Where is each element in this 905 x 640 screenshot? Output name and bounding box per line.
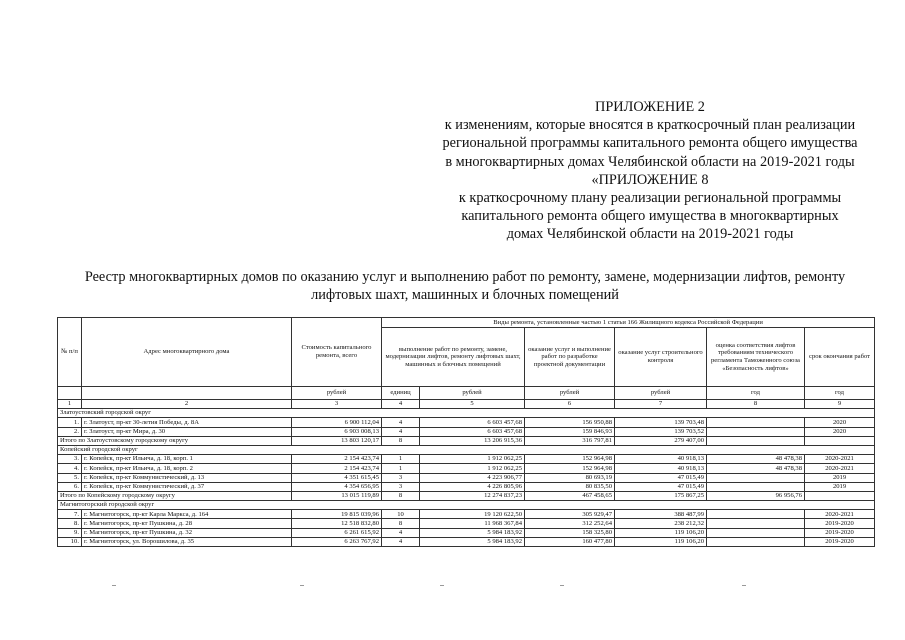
- cell-design: 159 846,93: [525, 427, 615, 436]
- cell-no: 2.: [58, 427, 82, 436]
- cell-design: 160 477,80: [525, 537, 615, 546]
- table-row: [58, 519, 875, 528]
- total-deadline: [805, 491, 875, 500]
- cell-deadline: 2019: [805, 482, 875, 491]
- total-row: [58, 491, 875, 500]
- cell-assessment: [707, 473, 805, 482]
- registry-title: [40, 268, 890, 304]
- header-repair-types: Виды ремонта, установленные частью 1 статьи 166 Жилищного кодекса Российской Федерации: [382, 318, 875, 328]
- cell-assessment: [707, 537, 805, 546]
- cell-lift: 4 223 906,77: [420, 473, 525, 482]
- cell-design: 152 964,98: [525, 464, 615, 473]
- column-number: 5: [420, 400, 525, 409]
- cell-units: 4: [382, 528, 420, 537]
- cell-address: г. Магнитогорск, пр-кт Пушкина, д. 32: [82, 528, 292, 537]
- cell-assessment: [707, 510, 805, 519]
- table-row: [58, 537, 875, 546]
- cell-deadline: 2019-2020: [805, 537, 875, 546]
- total-units: 8: [382, 491, 420, 500]
- scan-mark: [440, 585, 444, 586]
- cell-deadline: 2019-2020: [805, 519, 875, 528]
- scan-mark: [560, 585, 564, 586]
- cell-cost: 2 154 423,74: [292, 464, 382, 473]
- cell-no: 7.: [58, 510, 82, 519]
- header-lift-works: выполнение работ по ремонту, замене, модернизации лифтов, ремонту лифтовых шахт, машинных и блочных помещений: [382, 328, 525, 387]
- unit-deadline: год: [805, 387, 875, 400]
- cell-supervision: 47 015,49: [615, 482, 707, 491]
- appendix-line: к изменениям, которые вносятся в краткосрочный план реализации: [444, 117, 856, 134]
- cell-supervision: 238 212,32: [615, 519, 707, 528]
- cell-lift: 1 912 062,25: [420, 464, 525, 473]
- total-supervision: 279 407,00: [615, 436, 707, 445]
- group-row: [58, 409, 875, 418]
- cell-address: г. Златоуст, пр-кт Мира, д. 30: [82, 427, 292, 436]
- cell-cost: 4 351 615,45: [292, 473, 382, 482]
- cell-assessment: 48 478,38: [707, 455, 805, 464]
- table-row: [58, 473, 875, 482]
- cell-units: 8: [382, 519, 420, 528]
- header-supervision: оказание услуг строительного контроля: [615, 328, 707, 387]
- table-row: [58, 528, 875, 537]
- group-name: Магнитогорский городской округ: [58, 501, 875, 510]
- cell-deadline: 2020: [805, 427, 875, 436]
- cell-lift: 4 226 805,96: [420, 482, 525, 491]
- scan-mark: [300, 585, 304, 586]
- cell-no: 3.: [58, 455, 82, 464]
- total-assessment: [707, 436, 805, 445]
- cell-no: 5.: [58, 473, 82, 482]
- total-units: 8: [382, 436, 420, 445]
- cell-design: 158 325,80: [525, 528, 615, 537]
- group-row: [58, 445, 875, 454]
- header-no: № п/п: [58, 318, 82, 387]
- group-name: Златоустовский городской округ: [58, 409, 875, 418]
- header-address: Адрес многоквартирного дома: [82, 318, 292, 387]
- cell-deadline: 2020-2021: [805, 464, 875, 473]
- header-design: оказание услуг и выполнение работ по разработке проектной документации: [525, 328, 615, 387]
- total-supervision: 175 867,25: [615, 491, 707, 500]
- unit-supervision: рублей: [615, 387, 707, 400]
- cell-lift: 6 603 457,68: [420, 427, 525, 436]
- column-number: 2: [82, 400, 292, 409]
- cell-cost: 6 263 767,92: [292, 537, 382, 546]
- total-cost: 13 015 119,89: [292, 491, 382, 500]
- cell-address: г. Магнитогорск, пр-кт Пушкина, д. 28: [82, 519, 292, 528]
- total-cost: 13 803 120,17: [292, 436, 382, 445]
- column-number: 9: [805, 400, 875, 409]
- units-empty: [82, 387, 292, 400]
- cell-address: г. Магнитогорск, пр-кт Карла Маркса, д. 164: [82, 510, 292, 519]
- column-number: 3: [292, 400, 382, 409]
- header-cost: Стоимость капитального ремонта, всего: [292, 318, 382, 387]
- cell-cost: 6 900 112,04: [292, 418, 382, 427]
- column-number: 7: [615, 400, 707, 409]
- units-row: [58, 387, 875, 400]
- cell-no: 9.: [58, 528, 82, 537]
- table-row: [58, 510, 875, 519]
- total-design: 316 797,81: [525, 436, 615, 445]
- cell-design: 80 835,50: [525, 482, 615, 491]
- header-deadline: срок окончания работ: [805, 328, 875, 387]
- cell-assessment: [707, 519, 805, 528]
- header-row: [58, 318, 875, 328]
- cell-lift: 5 984 183,92: [420, 537, 525, 546]
- cell-lift: 5 984 183,92: [420, 528, 525, 537]
- column-number: 6: [525, 400, 615, 409]
- unit-design: рублей: [525, 387, 615, 400]
- cell-lift: 19 120 622,50: [420, 510, 525, 519]
- header-assessment: оценка соответствия лифтов требованиям технического регламента Таможенного союза «Безопасность лифтов»: [707, 328, 805, 387]
- cell-units: 3: [382, 473, 420, 482]
- appendix-line: в многоквартирных домах Челябинской области на 2019-2021 годы: [445, 153, 855, 170]
- registry-table: [57, 317, 875, 547]
- cell-design: 152 964,98: [525, 455, 615, 464]
- total-deadline: [805, 436, 875, 445]
- cell-deadline: 2020-2021: [805, 455, 875, 464]
- cell-deadline: 2019-2020: [805, 528, 875, 537]
- group-name: Копейский городской округ: [58, 445, 875, 454]
- appendix-line: ПРИЛОЖЕНИЕ 2: [595, 99, 705, 115]
- cell-supervision: 40 918,13: [615, 464, 707, 473]
- column-number: 8: [707, 400, 805, 409]
- appendix-line: «ПРИЛОЖЕНИЕ 8: [591, 171, 709, 188]
- cell-cost: 12 518 832,80: [292, 519, 382, 528]
- total-assessment: 96 956,76: [707, 491, 805, 500]
- unit-assessment: год: [707, 387, 805, 400]
- cell-supervision: 119 106,20: [615, 537, 707, 546]
- cell-cost: 4 354 656,95: [292, 482, 382, 491]
- appendix-line: домах Челябинской области на 2019-2021 годы: [506, 226, 794, 243]
- appendix-header: [400, 98, 900, 244]
- cell-supervision: 388 487,99: [615, 510, 707, 519]
- table-row: [58, 455, 875, 464]
- unit-cost: рублей: [292, 387, 382, 400]
- appendix-line: региональной программы капитального ремонта общего имущества: [442, 135, 858, 152]
- scan-mark: [112, 585, 116, 586]
- total-lift: 13 206 915,36: [420, 436, 525, 445]
- cell-design: 312 252,64: [525, 519, 615, 528]
- cell-units: 1: [382, 455, 420, 464]
- cell-no: 8.: [58, 519, 82, 528]
- cell-address: г. Копейск, пр-кт Ильича, д. 18, корп. 1: [82, 455, 292, 464]
- total-label: Итого по Копейскому городскому округу: [58, 491, 292, 500]
- cell-address: г. Копейск, пр-кт Коммунистический, д. 37: [82, 482, 292, 491]
- group-row: [58, 501, 875, 510]
- cell-design: 305 929,47: [525, 510, 615, 519]
- cell-cost: 6 903 008,13: [292, 427, 382, 436]
- cell-units: 10: [382, 510, 420, 519]
- cell-units: 4: [382, 537, 420, 546]
- cell-supervision: 47 015,49: [615, 473, 707, 482]
- unit-lift: рублей: [420, 387, 525, 400]
- cell-lift: 11 968 367,84: [420, 519, 525, 528]
- cell-no: 4.: [58, 464, 82, 473]
- cell-assessment: 48 478,38: [707, 464, 805, 473]
- cell-assessment: [707, 427, 805, 436]
- cell-address: г. Златоуст, пр-кт 30-летия Победы, д. 8А: [82, 418, 292, 427]
- cell-deadline: 2020-2021: [805, 510, 875, 519]
- cell-design: 156 950,88: [525, 418, 615, 427]
- cell-units: 4: [382, 418, 420, 427]
- total-design: 467 458,65: [525, 491, 615, 500]
- cell-cost: 2 154 423,74: [292, 455, 382, 464]
- cell-design: 80 693,19: [525, 473, 615, 482]
- cell-address: г. Копейск, пр-кт Коммунистический, д. 13: [82, 473, 292, 482]
- cell-units: 3: [382, 482, 420, 491]
- column-numbers-row: [58, 400, 875, 409]
- appendix-line: капитального ремонта общего имущества в многоквартирных: [461, 208, 839, 225]
- cell-assessment: [707, 528, 805, 537]
- cell-supervision: 139 703,52: [615, 427, 707, 436]
- total-label: Итого по Златоустовскому городскому округу: [58, 436, 292, 445]
- registry-title-line-2: лифтовых шахт, машинных и блочных помещений: [311, 287, 619, 303]
- cell-lift: 1 912 062,25: [420, 455, 525, 464]
- table-row: [58, 482, 875, 491]
- cell-supervision: 119 106,20: [615, 528, 707, 537]
- cell-no: 1.: [58, 418, 82, 427]
- cell-no: 10.: [58, 537, 82, 546]
- cell-cost: 6 261 615,92: [292, 528, 382, 537]
- registry-title-line-1: Реестр многоквартирных домов по оказанию услуг и выполнению работ по ремонту, замене, модернизации лифтов, ремонту: [84, 269, 846, 285]
- column-number: 1: [58, 400, 82, 409]
- table-row: [58, 464, 875, 473]
- cell-assessment: [707, 482, 805, 491]
- table-row: [58, 418, 875, 427]
- cell-lift: 6 603 457,68: [420, 418, 525, 427]
- unit-count: единиц: [382, 387, 420, 400]
- cell-deadline: 2020: [805, 418, 875, 427]
- cell-address: г. Копейск, пр-кт Ильича, д. 18, корп. 2: [82, 464, 292, 473]
- units-empty: [58, 387, 82, 400]
- appendix-line: к краткосрочному плану реализации региональной программы: [458, 190, 842, 207]
- column-number: 4: [382, 400, 420, 409]
- table-row: [58, 427, 875, 436]
- cell-supervision: 40 918,13: [615, 455, 707, 464]
- cell-deadline: 2019: [805, 473, 875, 482]
- cell-cost: 19 815 039,96: [292, 510, 382, 519]
- cell-supervision: 139 703,48: [615, 418, 707, 427]
- cell-no: 6.: [58, 482, 82, 491]
- total-row: [58, 436, 875, 445]
- scan-mark: [742, 585, 746, 586]
- cell-address: г. Магнитогорск, ул. Ворошилова, д. 35: [82, 537, 292, 546]
- cell-units: 4: [382, 427, 420, 436]
- cell-units: 1: [382, 464, 420, 473]
- total-lift: 12 274 837,23: [420, 491, 525, 500]
- cell-assessment: [707, 418, 805, 427]
